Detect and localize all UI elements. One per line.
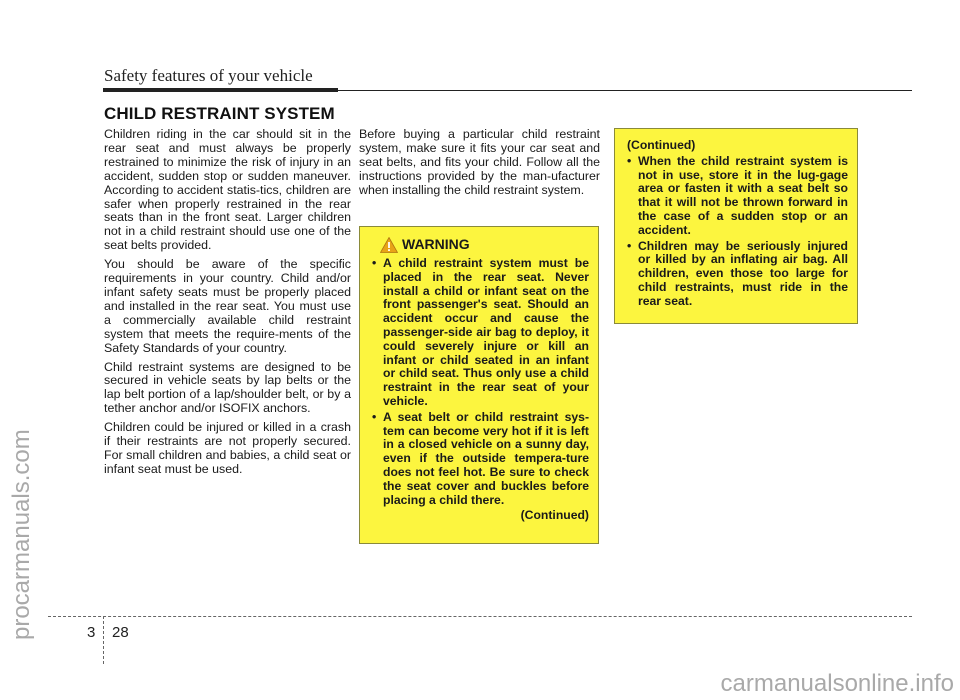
- chapter-title: Safety features of your vehicle: [104, 66, 313, 85]
- warning-triangle-icon: [380, 237, 398, 253]
- warning-title: WARNING: [402, 236, 470, 253]
- page-number: 28: [112, 624, 129, 641]
- warning-list: [372, 257, 589, 507]
- warning-item: • A child restraint system must be placed in the rear seat. Never install a child or infant seat on the front passenger's seat. Should an accident occur and cause the passenger-side air bag to deploy, it could severely injure or kill an infant or child seated in an infant or child seat. Thus only use a child restraint in the rear seat of your vehicle.: [372, 257, 589, 409]
- warning-item: • A seat belt or child restraint sys-tem can become very hot if it is left in a closed vehicle on a sunny day, even if the outside tempera-ture does not feel hot. Be sure to check the seat cover and buckles before placing a child there.: [372, 411, 589, 508]
- body-column-1: [104, 128, 351, 482]
- chapter-rule-thin: [338, 90, 912, 91]
- watermark-vertical: procarmanuals.com: [8, 429, 35, 640]
- warning-item: • Children may be seriously injured or killed by an inflating air bag. All children, even those too large for child restraints, must ride in the rear seat.: [627, 240, 848, 309]
- chapter-rule-thick: [103, 88, 338, 92]
- footer-rule: [48, 616, 912, 617]
- body-column-2: [359, 128, 600, 203]
- body-paragraph: Child restraint systems are designed to be secured in vehicle seats by lap belts or the lap belt portion of a lap/shoulder belt, or by a tether anchor and/or ISOFIX anchors.: [104, 359, 351, 416]
- body-paragraph: Children riding in the car should sit in the rear seat and must always be properly restrained to minimize the risk of injury in an accident, sudden stop or sudden maneuver. According to accident statis-tics, children are safer when properly restrained in the rear seats than in the front seat. Larger children not in a child restraint should use one of the seat belts provided.: [104, 127, 351, 253]
- chapter-number: 3: [87, 624, 96, 641]
- footer-divider: [103, 616, 104, 664]
- watermark-bottom: carmanualsonline.info: [720, 670, 954, 697]
- continued-warning-list: [627, 155, 848, 309]
- continued-label: (Continued): [520, 508, 589, 523]
- body-paragraph: Before buying a particular child restraint system, make sure it fits your car seat and seat belts, and fits your child. Follow all the instructions provided by the man-ufacturer when installing the child restraint system.: [359, 127, 600, 197]
- section-heading: CHILD RESTRAINT SYSTEM: [104, 104, 335, 123]
- body-paragraph: Children could be injured or killed in a crash if their restraints are not properly secured. For small children and babies, a child seat or infant seat must be used.: [104, 420, 351, 476]
- warning-header: [372, 237, 589, 253]
- continued-warning-box: [614, 128, 858, 324]
- body-paragraph: You should be aware of the specific requirements in your country. Child and/or infant safety seats must be properly placed and installed in the rear seat. You must use a commercially available child restraint system that meets the require-ments of the Safety Standards of your country.: [104, 257, 351, 355]
- warning-box: [359, 226, 599, 544]
- continued-label: (Continued): [627, 138, 696, 152]
- warning-item: • When the child restraint system is not in use, store it in the lug-gage area or fasten it with a seat belt so that it will not be thrown forward in the case of a sudden stop or an accident.: [627, 155, 848, 238]
